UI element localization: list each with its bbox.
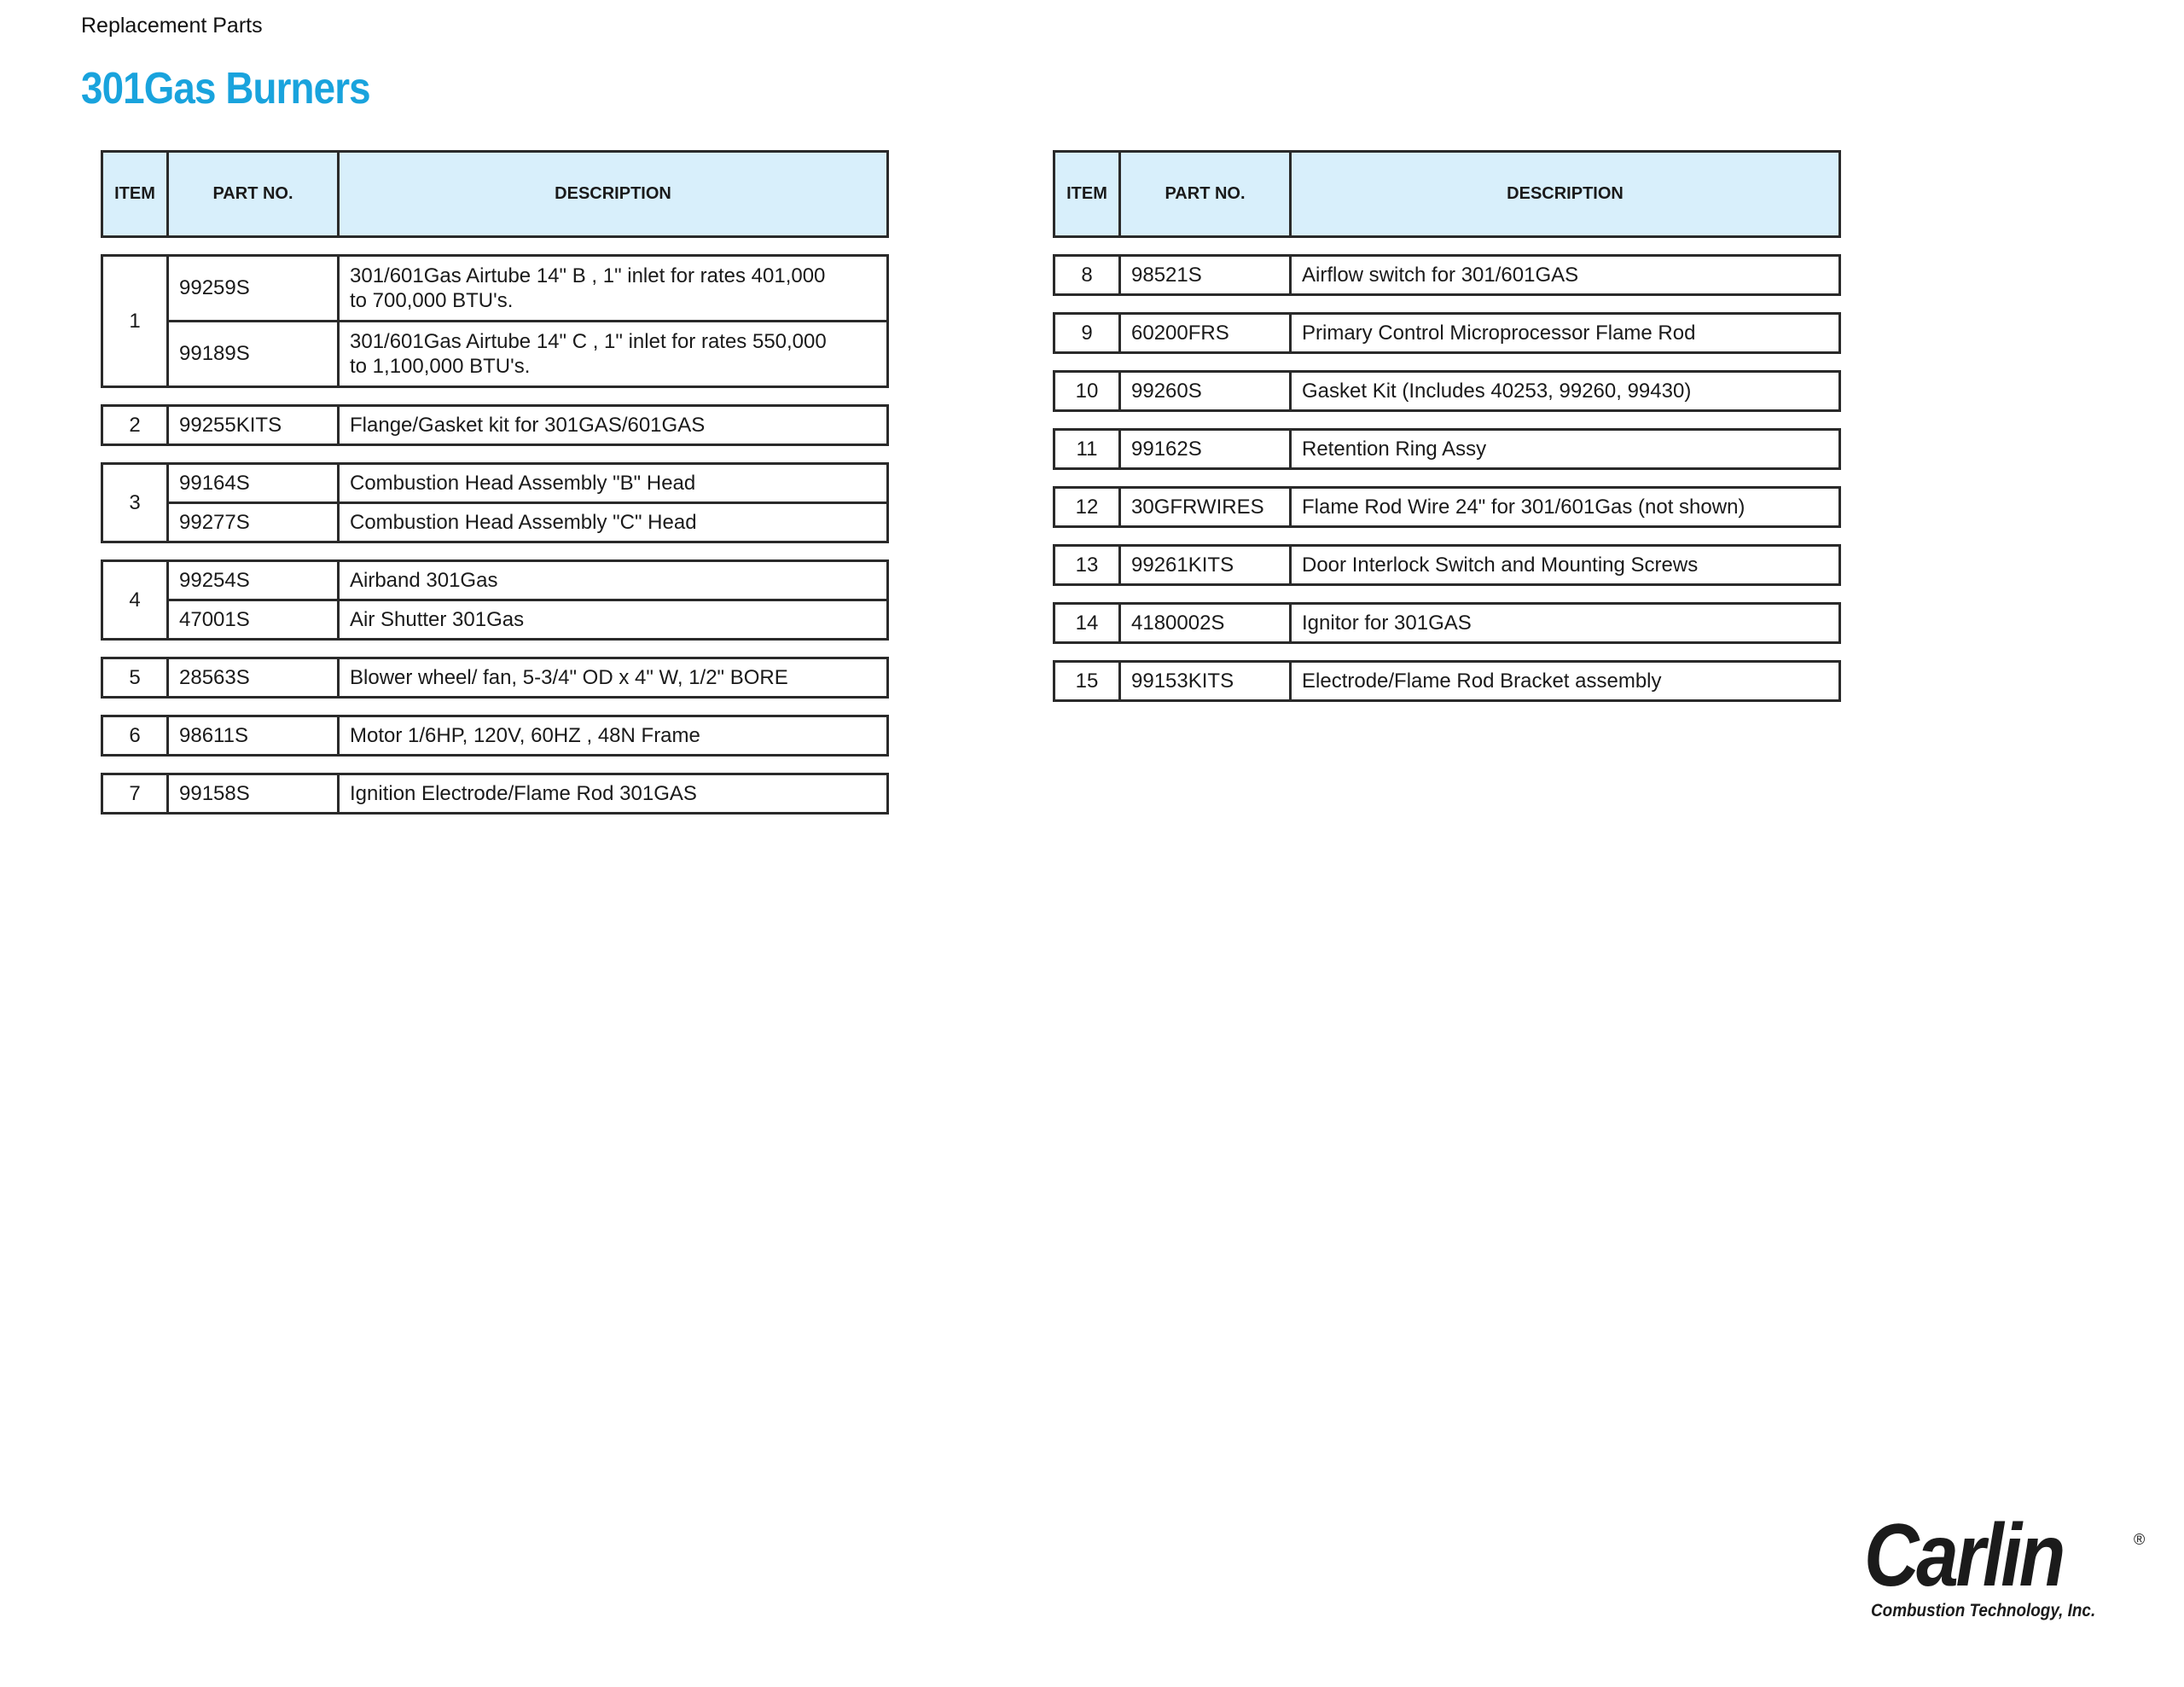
part-number: 99260S xyxy=(1121,373,1292,409)
item-number: 4 xyxy=(103,562,169,638)
column-header-part-no: PART NO. xyxy=(1121,153,1292,235)
item-number: 2 xyxy=(103,407,169,443)
column-header-part-no: PART NO. xyxy=(169,153,340,235)
item-number: 13 xyxy=(1055,547,1121,583)
part-number: 99158S xyxy=(169,775,340,812)
table-row xyxy=(1121,489,1838,525)
part-description: Motor 1/6HP, 120V, 60HZ , 48N Frame xyxy=(350,724,700,747)
registered-mark: ® xyxy=(2134,1531,2146,1548)
header-label: Replacement Parts xyxy=(81,14,263,38)
parts-group-item-3 xyxy=(101,462,889,543)
table-body xyxy=(101,254,889,815)
table-row xyxy=(169,562,886,599)
table-header xyxy=(1053,150,1841,238)
parts-group-item-7 xyxy=(101,773,889,815)
table-body xyxy=(1053,254,1841,702)
table-row xyxy=(169,320,886,386)
table-row xyxy=(1121,547,1838,583)
carlin-logo xyxy=(1864,1506,2154,1625)
table-row xyxy=(1121,315,1838,351)
part-number: 99153KITS xyxy=(1121,663,1292,699)
part-number: 99261KITS xyxy=(1121,547,1292,583)
table-header xyxy=(101,150,889,238)
table-row xyxy=(169,599,886,638)
part-number: 99164S xyxy=(169,465,340,501)
parts-group-item-6 xyxy=(101,715,889,757)
parts-group-item-5 xyxy=(101,657,889,699)
part-description: Air Shutter 301Gas xyxy=(350,608,525,631)
item-number: 3 xyxy=(103,465,169,541)
table-row xyxy=(1121,373,1838,409)
part-number: 99189S xyxy=(169,322,340,386)
item-number: 6 xyxy=(103,717,169,754)
parts-group-item-10 xyxy=(1053,370,1841,412)
part-description: Primary Control Microprocessor Flame Rod xyxy=(1302,322,1696,345)
part-description: Ignitor for 301GAS xyxy=(1302,612,1472,635)
parts-table-right xyxy=(1053,150,1841,702)
item-number: 15 xyxy=(1055,663,1121,699)
part-number: 4180002S xyxy=(1121,605,1292,641)
column-header-item: ITEM xyxy=(1055,153,1121,235)
parts-group-item-9 xyxy=(1053,312,1841,354)
part-number: 98521S xyxy=(1121,257,1292,293)
part-number: 28563S xyxy=(169,659,340,696)
column-header-item: ITEM xyxy=(103,153,169,235)
parts-group-item-15 xyxy=(1053,660,1841,702)
part-number: 30GFRWIRES xyxy=(1121,489,1292,525)
item-number: 11 xyxy=(1055,431,1121,467)
item-number: 5 xyxy=(103,659,169,696)
part-number: 60200FRS xyxy=(1121,315,1292,351)
item-number: 7 xyxy=(103,775,169,812)
item-number: 8 xyxy=(1055,257,1121,293)
table-row xyxy=(169,775,886,812)
part-description: Airflow switch for 301/601GAS xyxy=(1302,264,1579,287)
part-number: 99277S xyxy=(169,504,340,541)
part-number: 47001S xyxy=(169,601,340,638)
item-number: 10 xyxy=(1055,373,1121,409)
part-description: Ignition Electrode/Flame Rod 301GAS xyxy=(350,782,697,805)
part-description: Gasket Kit (Includes 40253, 99260, 99430) xyxy=(1302,380,1692,403)
logo-tagline: Combustion Technology, Inc. xyxy=(1871,1601,2096,1620)
item-number: 9 xyxy=(1055,315,1121,351)
table-row xyxy=(169,407,886,443)
part-description: Combustion Head Assembly "B" Head xyxy=(350,472,696,495)
parts-group-item-12 xyxy=(1053,486,1841,528)
part-description: 301/601Gas Airtube 14" B , 1" inlet for rates 401,000 to 700,000 BTU's. xyxy=(350,264,826,312)
column-header-description: DESCRIPTION xyxy=(1507,184,1623,203)
table-row xyxy=(1121,431,1838,467)
part-number: 98611S xyxy=(169,717,340,754)
page-title: 301Gas Burners xyxy=(81,64,370,113)
table-row xyxy=(1121,257,1838,293)
parts-group-item-4 xyxy=(101,559,889,641)
table-row xyxy=(169,501,886,541)
item-number: 12 xyxy=(1055,489,1121,525)
parts-group-item-2 xyxy=(101,404,889,446)
table-row xyxy=(169,659,886,696)
parts-group-item-14 xyxy=(1053,602,1841,644)
part-description: Combustion Head Assembly "C" Head xyxy=(350,511,697,534)
table-row xyxy=(1121,663,1838,699)
table-row xyxy=(169,465,886,501)
part-description: Door Interlock Switch and Mounting Screws xyxy=(1302,554,1699,577)
parts-group-item-8 xyxy=(1053,254,1841,296)
part-description: Flame Rod Wire 24" for 301/601Gas (not shown) xyxy=(1302,496,1745,519)
part-number: 99254S xyxy=(169,562,340,599)
parts-group-item-11 xyxy=(1053,428,1841,470)
part-number: 99255KITS xyxy=(169,407,340,443)
table-row xyxy=(169,717,886,754)
item-number: 14 xyxy=(1055,605,1121,641)
part-number: 99259S xyxy=(169,257,340,320)
column-header-description: DESCRIPTION xyxy=(555,184,671,203)
parts-table-left xyxy=(101,150,889,815)
part-description: 301/601Gas Airtube 14" C , 1" inlet for rates 550,000 to 1,100,000 BTU's. xyxy=(350,330,827,378)
logo-wordmark: Carlin xyxy=(1864,1506,2063,1605)
part-description: Retention Ring Assy xyxy=(1302,438,1487,461)
part-number: 99162S xyxy=(1121,431,1292,467)
part-description: Blower wheel/ fan, 5-3/4" OD x 4" W, 1/2" BORE xyxy=(350,666,788,689)
part-description: Flange/Gasket kit for 301GAS/601GAS xyxy=(350,414,706,437)
parts-group-item-1 xyxy=(101,254,889,388)
parts-group-item-13 xyxy=(1053,544,1841,586)
part-description: Airband 301Gas xyxy=(350,569,498,592)
item-number: 1 xyxy=(103,257,169,386)
table-row xyxy=(1121,605,1838,641)
table-row xyxy=(169,257,886,320)
part-description: Electrode/Flame Rod Bracket assembly xyxy=(1302,670,1662,693)
